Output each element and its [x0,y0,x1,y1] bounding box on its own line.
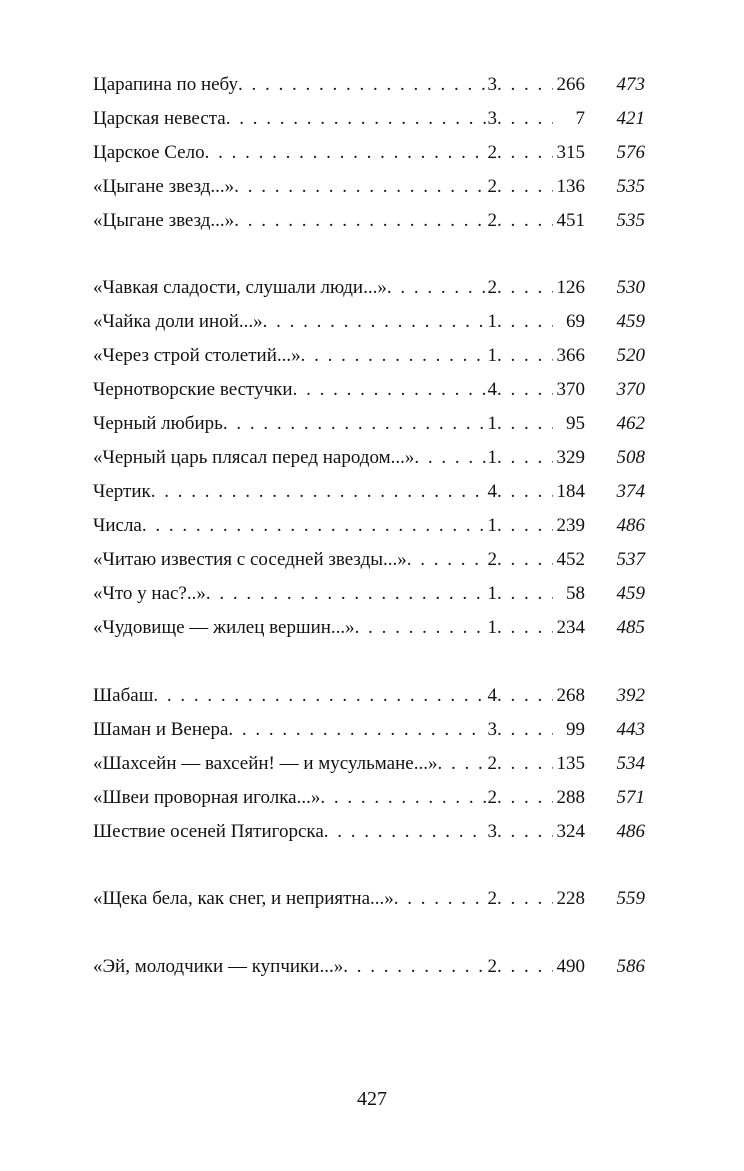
dot-leader [142,509,486,543]
dot-leader [151,475,486,509]
entry-volume: 3 [487,821,497,842]
entry-volume: 4 [487,379,497,400]
entry-commentary-page: 459 [616,583,645,604]
index-entry [93,679,653,713]
entry-page: 315 [556,142,585,163]
entry-commentary-page: 392 [616,685,645,706]
entry-page: 370 [556,379,585,400]
entry-title: Чертик [93,481,151,502]
index-entry-main [93,305,585,339]
entry-page: 268 [556,685,585,706]
entry-title: «Чайка доли иной...» [93,311,263,332]
dot-leader [238,68,486,102]
index-entry [93,781,653,815]
index-entry [93,441,653,475]
dot-leader [497,271,553,305]
index-entry [93,543,653,577]
entry-title: Шаман и Венера [93,719,229,740]
dot-leader [497,102,553,136]
entry-volume: 1 [487,413,497,434]
index-entry-main [93,713,585,747]
entry-page: 452 [556,549,585,570]
dot-leader [497,509,553,543]
dot-leader [497,68,553,102]
index-entry-main [93,543,585,577]
entry-page: 288 [556,787,585,808]
dot-leader [437,747,485,781]
index-entry [93,815,653,849]
entry-title: «Эй, молодчики — купчики...» [93,956,344,977]
dot-leader [497,407,553,441]
entry-volume: 3 [487,719,497,740]
index-entry-main [93,441,585,475]
index-entry [93,271,653,305]
dot-leader [407,543,486,577]
entry-title: «Через строй столетий...» [93,345,301,366]
index-group-ts [93,68,653,238]
entry-commentary-page: 535 [616,210,645,231]
index-entry [93,170,653,204]
index-entry [93,713,653,747]
dot-leader [497,781,553,815]
index-entry [93,339,653,373]
dot-leader [206,577,486,611]
index-entry [93,305,653,339]
entry-volume: 1 [487,311,497,332]
dot-leader [301,339,486,373]
dot-leader [414,441,485,475]
entry-page: 95 [566,413,585,434]
entry-commentary-page: 571 [616,787,645,808]
entry-title: Черный любирь [93,413,223,434]
dot-leader [324,815,486,849]
dot-leader [234,170,485,204]
index-entry [93,882,653,916]
dot-leader [497,543,553,577]
index-entry-main [93,271,585,305]
entry-page: 329 [556,447,585,468]
index-entry [93,136,653,170]
entry-title: «Цыгане звезд...» [93,176,235,197]
entry-page: 99 [566,719,585,740]
entry-title: Царское Село [93,142,205,163]
index-entry-main [93,102,585,136]
entry-page: 7 [575,108,585,129]
entry-commentary-page: 576 [616,142,645,163]
entry-volume: 1 [487,617,497,638]
entry-volume: 2 [487,176,497,197]
index-entry-main [93,136,585,170]
entry-page: 135 [556,753,585,774]
entry-volume: 3 [487,108,497,129]
index-group-shch [93,882,653,916]
dot-leader [497,882,553,916]
index-entry-main [93,679,585,713]
index-entry [93,577,653,611]
index-group-sh [93,679,653,849]
entry-volume: 2 [487,753,497,774]
index-entry-main [93,815,585,849]
index-entry [93,102,653,136]
entry-commentary-page: 486 [616,515,645,536]
entry-page: 490 [556,956,585,977]
entry-commentary-page: 459 [616,311,645,332]
entry-commentary-page: 486 [616,821,645,842]
entry-page: 69 [566,311,585,332]
entry-title: Шествие осеней Пятигорска [93,821,324,842]
entry-commentary-page: 508 [616,447,645,468]
dot-leader [497,136,553,170]
dot-leader [497,170,553,204]
index-entry-main [93,882,585,916]
entry-page: 184 [556,481,585,502]
entry-title: «Чавкая сладости, слушали люди...» [93,277,387,298]
entry-commentary-page: 374 [616,481,645,502]
entry-title: «Что у нас?..» [93,583,206,604]
entry-volume: 1 [487,515,497,536]
dot-leader [223,407,486,441]
entry-title: Царская невеста [93,108,226,129]
entry-commentary-page: 473 [616,74,645,95]
index-entry-main [93,407,585,441]
entry-title: «Шахсейн — вахсейн! — и мусульмане...» [93,753,438,774]
entry-volume: 1 [487,583,497,604]
entry-volume: 2 [487,277,497,298]
entry-title: Шабаш [93,685,154,706]
dot-leader [497,373,553,407]
entry-commentary-page: 534 [616,753,645,774]
index-entry [93,611,653,645]
page-number: 427 [357,1088,387,1110]
index-entry-main [93,68,585,102]
index-entry-main [93,475,585,509]
dot-leader [497,204,553,238]
entry-page: 324 [556,821,585,842]
entry-commentary-page: 586 [616,956,645,977]
entry-page: 234 [556,617,585,638]
entry-volume: 2 [487,142,497,163]
entry-commentary-page: 559 [616,888,645,909]
dot-leader [205,136,486,170]
index-entry-main [93,170,585,204]
entry-commentary-page: 421 [616,108,645,129]
entry-volume: 2 [487,956,497,977]
entry-title: «Чудовище — жилец вершин...» [93,617,355,638]
entry-commentary-page: 530 [616,277,645,298]
entry-title: Чернотворские вестучки [93,379,293,400]
index-entry [93,747,653,781]
index-entry-main [93,339,585,373]
entry-volume: 3 [487,74,497,95]
dot-leader [153,679,485,713]
dot-leader [497,475,553,509]
entry-page: 58 [566,583,585,604]
index-entry-main [93,781,585,815]
entry-page: 126 [556,277,585,298]
index-group-ch [93,271,653,645]
index-entry [93,509,653,543]
entry-commentary-page: 443 [616,719,645,740]
dot-leader [497,441,553,475]
entry-volume: 2 [487,787,497,808]
entry-commentary-page: 462 [616,413,645,434]
dot-leader [387,271,486,305]
index-entry [93,68,653,102]
entry-title: «Читаю известия с соседней звезды...» [93,549,407,570]
dot-leader [497,339,553,373]
entry-commentary-page: 485 [616,617,645,638]
entry-volume: 4 [487,481,497,502]
index-entry [93,204,653,238]
index-entry [93,407,653,441]
dot-leader [497,679,553,713]
entry-volume: 1 [487,345,497,366]
entry-page: 366 [556,345,585,366]
entry-title: «Цыгане звезд...» [93,210,235,231]
entry-commentary-page: 537 [616,549,645,570]
entry-title: «Швеи проворная иголка...» [93,787,321,808]
index-entry [93,475,653,509]
entry-commentary-page: 535 [616,176,645,197]
entry-title: Числа [93,515,142,536]
index-entry [93,373,653,407]
index-entry-main [93,611,585,645]
dot-leader [497,815,553,849]
dot-leader [497,577,553,611]
index-entry [93,950,653,984]
dot-leader [497,950,553,984]
entry-title: «Щека бела, как снег, и неприятна...» [93,888,394,909]
dot-leader [228,713,485,747]
dot-leader [394,882,486,916]
index-entry-main [93,950,585,984]
dot-leader [293,373,486,407]
entry-volume: 1 [487,447,497,468]
entry-title: Царапина по небу [93,74,238,95]
dot-leader [497,713,553,747]
dot-leader [320,781,485,815]
dot-leader [234,204,485,238]
dot-leader [497,747,553,781]
index-group-e [93,950,653,984]
entry-commentary-page: 520 [616,345,645,366]
dot-leader [355,611,486,645]
entry-page: 228 [556,888,585,909]
entry-page: 451 [556,210,585,231]
entry-page: 136 [556,176,585,197]
entry-title: «Черный царь плясал перед народом...» [93,447,415,468]
entry-volume: 2 [487,210,497,231]
entry-volume: 2 [487,549,497,570]
index-entry-main [93,373,585,407]
index-entry-main [93,509,585,543]
entry-volume: 4 [487,685,497,706]
dot-leader [497,305,553,339]
dot-leader [226,102,486,136]
index-entry-main [93,577,585,611]
index-entry-main [93,204,585,238]
entry-page: 266 [556,74,585,95]
index-entry-main [93,747,585,781]
dot-leader [497,611,553,645]
entry-page: 239 [556,515,585,536]
entry-commentary-page: 370 [616,379,645,400]
dot-leader [343,950,485,984]
entry-volume: 2 [487,888,497,909]
dot-leader [263,305,486,339]
